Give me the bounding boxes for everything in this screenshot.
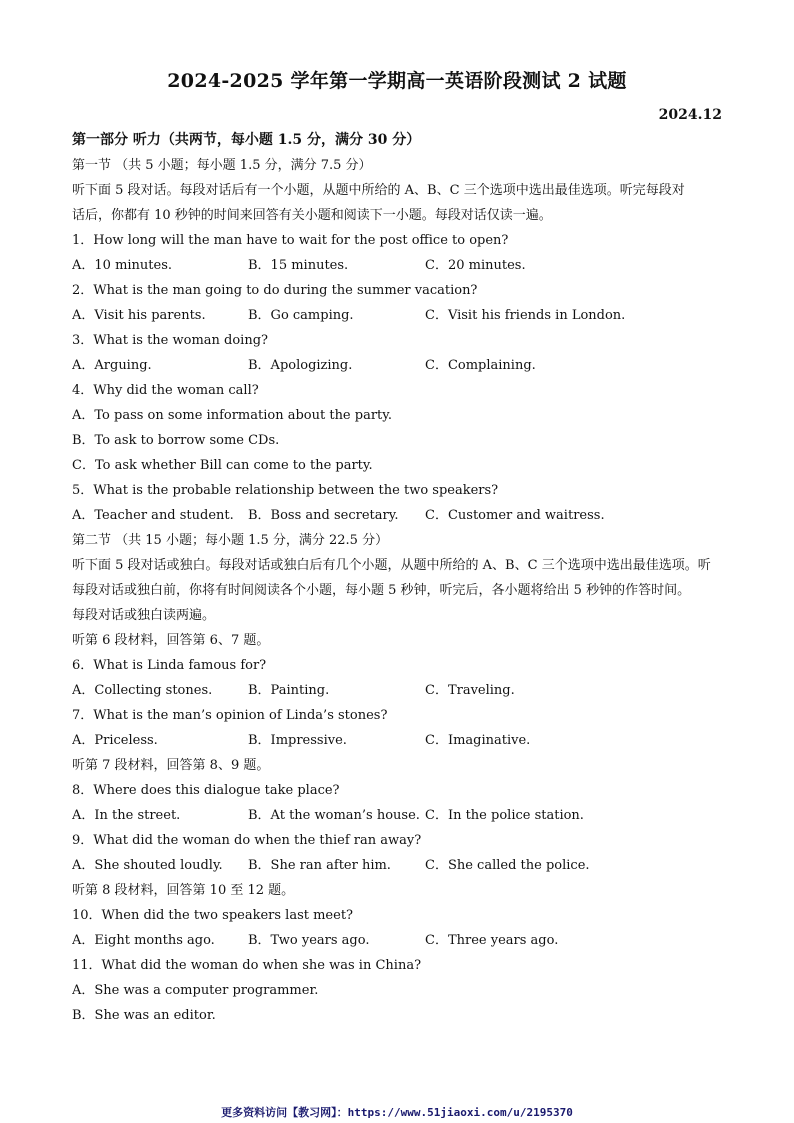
option-c: C．Imaginative. <box>425 733 531 748</box>
option-row <box>72 303 724 328</box>
question-stem: 2．What is the man going to do during the summer vacation? <box>72 283 478 298</box>
option-b: B．Painting. <box>248 683 330 698</box>
option-b: B．She was an editor. <box>72 1008 216 1023</box>
section1-instructions: 话后，你都有 10 秒钟的时间来回答有关小题和阅读下一小题。每段对话仅读一遍。 <box>72 208 552 223</box>
option-row <box>72 353 724 378</box>
option-b: B．Apologizing. <box>248 358 353 373</box>
option-c: C．To ask whether Bill can come to the party. <box>72 458 373 473</box>
question-stem: 10．When did the two speakers last meet? <box>72 908 354 923</box>
option-c: C．In the police station. <box>425 808 584 823</box>
option-c: C．She called the police. <box>425 858 590 873</box>
option-a: A．Collecting stones. <box>72 683 213 698</box>
footer-link[interactable]: 更多资料访问【教习网】：https://www.51jiaoxi.com/u/2195370 <box>221 1106 573 1119</box>
option-b: B．Go camping. <box>248 308 354 323</box>
option-row <box>72 928 724 953</box>
question-stem: 11．What did the woman do when she was in China? <box>72 958 422 973</box>
question-stem: 4．Why did the woman call? <box>72 383 259 398</box>
section2-heading: 第二节 （共 15 小题；每小题 1.5 分，满分 22.5 分） <box>72 533 389 548</box>
option-a: A．Eight months ago. <box>72 933 215 948</box>
section2-instructions: 每段对话或独白读两遍。 <box>72 608 216 623</box>
exam-date: 2024.12 <box>658 107 722 123</box>
option-b: B．Impressive. <box>248 733 347 748</box>
option-row <box>72 728 724 753</box>
option-b: B．To ask to borrow some CDs. <box>72 433 280 448</box>
option-a: A．Arguing. <box>72 358 152 373</box>
question-stem: 5．What is the probable relationship between the two speakers? <box>72 483 499 498</box>
option-b: B．At the woman’s house. <box>248 808 420 823</box>
option-b: B．She ran after him. <box>248 858 391 873</box>
question-stem: 3．What is the woman doing? <box>72 333 269 348</box>
section2-instructions: 每段对话或独白前，你将有时间阅读各个小题，每小题 5 秒钟，听完后，各小题将给出 5 秒钟的作答时间。 <box>72 583 691 598</box>
option-a: A．Visit his parents. <box>72 308 206 323</box>
option-a: A．Priceless. <box>72 733 158 748</box>
material-note: 听第 8 段材料，回答第 10 至 12 题。 <box>72 883 295 898</box>
option-b: B．15 minutes. <box>248 258 349 273</box>
exam-body <box>72 128 724 1028</box>
option-a: A．She shouted loudly. <box>72 858 223 873</box>
part1-heading: 第一部分 听力（共两节，每小题 1.5 分，满分 30 分） <box>72 132 421 148</box>
question-stem: 6．What is Linda famous for? <box>72 658 267 673</box>
option-b: B．Boss and secretary. <box>248 508 399 523</box>
material-note: 听第 6 段材料，回答第 6、7 题。 <box>72 633 270 648</box>
option-c: C．Traveling. <box>425 683 515 698</box>
option-row <box>72 253 724 278</box>
option-a: A．In the street. <box>72 808 181 823</box>
option-c: C．Visit his friends in London. <box>425 308 626 323</box>
option-row <box>72 853 724 878</box>
question-stem: 1．How long will the man have to wait for the post office to open? <box>72 233 509 248</box>
option-b: B．Two years ago. <box>248 933 370 948</box>
material-note: 听第 7 段材料，回答第 8、9 题。 <box>72 758 270 773</box>
option-row <box>72 678 724 703</box>
section1-heading: 第一节 （共 5 小题；每小题 1.5 分，满分 7.5 分） <box>72 158 372 173</box>
section1-instructions: 听下面 5 段对话。每段对话后有一个小题，从题中所给的 A、B、C 三个选项中选出最佳选项。听完每段对 <box>72 183 685 198</box>
option-a: A．To pass on some information about the party. <box>72 408 393 423</box>
option-row <box>72 503 724 528</box>
option-c: C．Customer and waitress. <box>425 508 605 523</box>
option-a: A．She was a computer programmer. <box>72 983 319 998</box>
section2-instructions: 听下面 5 段对话或独白。每段对话或独白后有几个小题，从题中所给的 A、B、C 三个选项中选出最佳选项。听 <box>72 558 711 573</box>
question-stem: 7．What is the man’s opinion of Linda’s stones? <box>72 708 388 723</box>
question-stem: 8．Where does this dialogue take place? <box>72 783 340 798</box>
option-c: C．20 minutes. <box>425 258 526 273</box>
option-c: C．Complaining. <box>425 358 536 373</box>
question-stem: 9．What did the woman do when the thief ran away? <box>72 833 422 848</box>
option-a: A．Teacher and student. <box>72 508 234 523</box>
option-a: A．10 minutes. <box>72 258 173 273</box>
option-row <box>72 803 724 828</box>
exam-title: 2024-2025 学年第一学期高一英语阶段测试 2 试题 <box>167 70 627 92</box>
option-c: C．Three years ago. <box>425 933 559 948</box>
